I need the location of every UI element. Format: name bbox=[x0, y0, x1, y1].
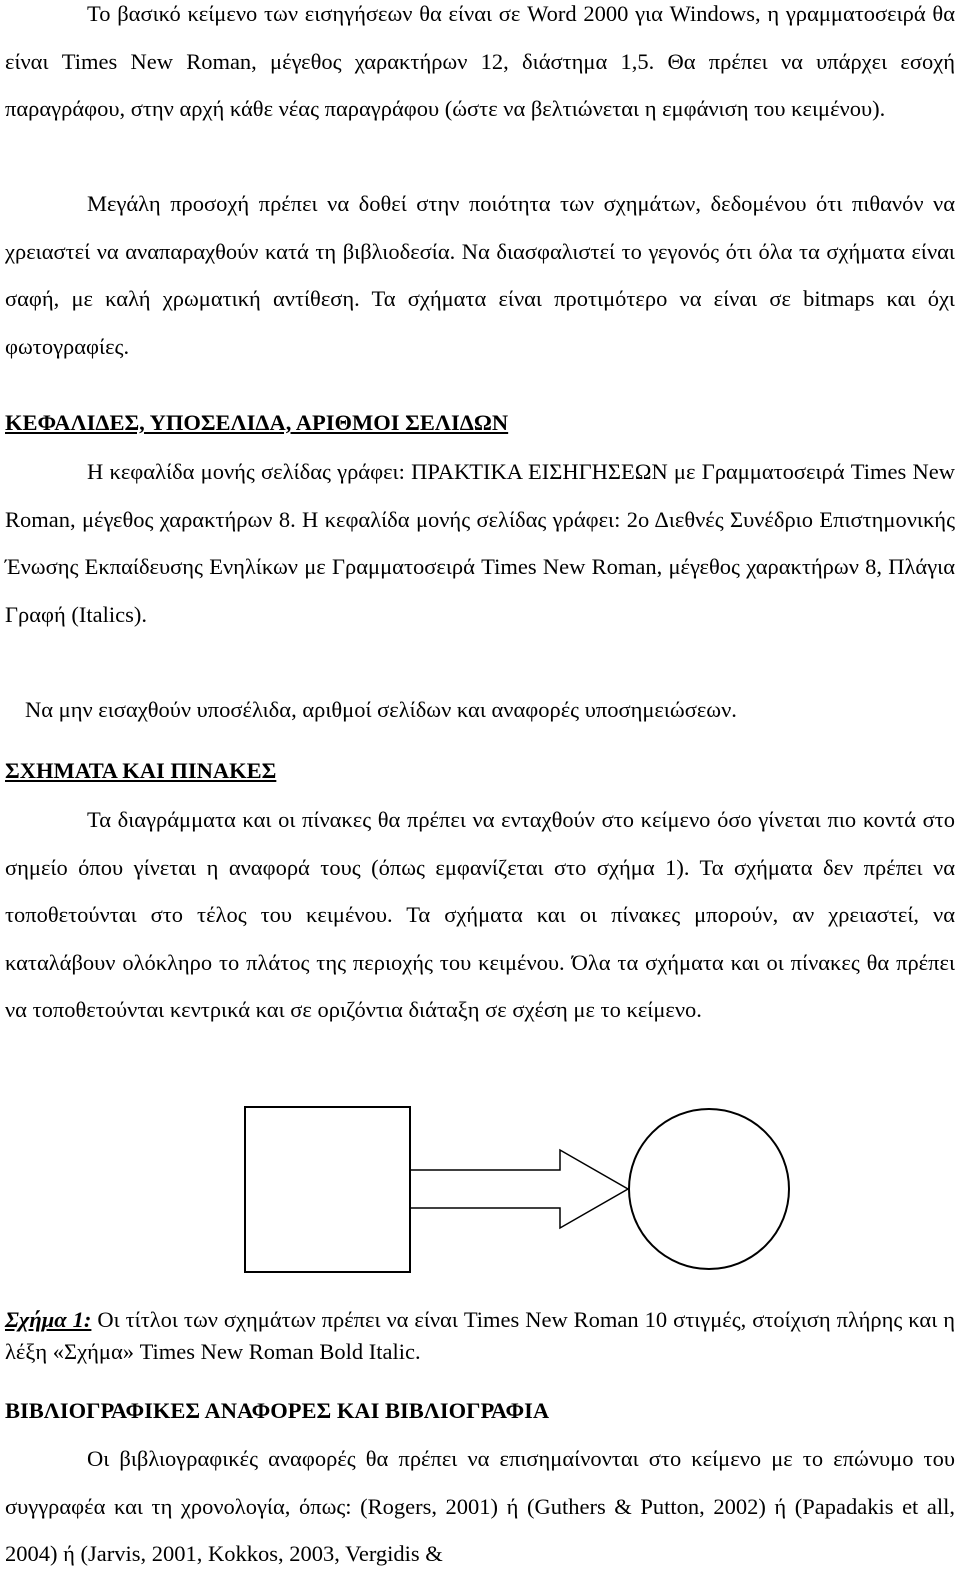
paragraph-figures-placement: Τα διαγράμματα και οι πίνακες θα πρέπει να ενταχθούν στο κείμενο όσο γίνεται πιο κοντά στο σημείο όπου γίνεται η αναφορά τους (όπως εμφανίζεται στο σχήμα 1). Τα σχήματα δεν πρέπει να τοποθετούνται στο τέλος του κειμένου. Τα σχήματα και οι πίνακες μπορούν, αν χρειαστεί, να καταλάβουν ολόκληρο το πλάτος της περιοχής του κειμένου. Όλα τα σχήματα και οι πίνακες θα πρέπει να τοποθετούνται κεντρικά και σε οριζόντια διάταξη σε σχέση με το κείμενο. bbox=[5, 807, 955, 1022]
paragraph-no-footers: Να μην εισαχθούν υποσέλιδα, αριθμοί σελίδων και αναφορές υποσημειώσεων. bbox=[25, 697, 737, 722]
paragraph-word-format: Το βασικό κείμενο των εισηγήσεων θα είναι σε Word 2000 για Windows, η γραμματοσειρά θα είναι Times New Roman, μέγεθος χαρακτήρων 12, διάστημα 1,5. Θα πρέπει να υπάρχει εσοχή παραγράφου, στην αρχή κάθε νέας παραγράφου (ώστε να βελτιώνεται η εμφάνιση του κειμένου). bbox=[5, 1, 955, 121]
square-shape bbox=[245, 1107, 410, 1272]
paragraph-references: Οι βιβλιογραφικές αναφορές θα πρέπει να επισημαίνονται στο κείμενο με το επώνυμο του συγγραφέα και τη χρονολογία, όπως: (Rogers, 2001) ή (Guthers & Putton, 2002) ή (Papadakis et all, 2004) ή (Jarvis, 2001, Kokkos, 2003, Vergidis & bbox=[5, 1446, 955, 1566]
caption-text: Οι τίτλοι των σχημάτων πρέπει να είναι Times New Roman 10 στιγμές, στοίχιση πλήρης και η λέξη «Σχήμα» Times New Roman Bold Italic. bbox=[5, 1307, 955, 1364]
paragraph-figure-quality: Μεγάλη προσοχή πρέπει να δοθεί στην ποιότητα των σχημάτων, δεδομένου ότι πιθανόν να χρειαστεί να αναπαραχθούν κατά τη βιβλιοδεσία. Να διασφαλιστεί το γεγονός ότι όλα τα σχήματα είναι σαφή, με καλή χρωματική αντίθεση. Τα σχήματα είναι προτιμότερο να είναι σε bitmaps και όχι φωτογραφίες. bbox=[5, 191, 955, 359]
heading-headers-footers: ΚΕΦΑΛΙΔΕΣ, ΥΠΟΣΕΛΙΔΑ, ΑΡΙΘΜΟΙ ΣΕΛΙΔΩΝ bbox=[5, 410, 509, 435]
caption-label: Σχήμα 1: bbox=[5, 1307, 92, 1332]
paragraph-header-spec: Η κεφαλίδα μονής σελίδας γράφει: ΠΡΑΚΤΙΚΑ ΕΙΣΗΓΗΣΕΩΝ με Γραμματοσειρά Times New Roman, μέγεθος χαρακτήρων 8. Η κεφαλίδα μονής σελίδας γράφει: 2ο Διεθνές Συνέδριο Επιστημονικής Ένωσης Εκπαίδευσης Ενηλίκων με Γραμματοσειρά Times New Roman, μέγεθος χαρακτήρων 8, Πλάγια Γραφή (Italics). bbox=[5, 459, 955, 627]
circle-shape bbox=[629, 1109, 789, 1269]
figure-caption bbox=[5, 1304, 955, 1368]
figure-1-diagram bbox=[0, 1090, 960, 1310]
arrow-shape bbox=[410, 1150, 628, 1228]
heading-bibliography: ΒΙΒΛΙΟΓΡΑΦΙΚΕΣ ΑΝΑΦΟΡΕΣ ΚΑΙ ΒΙΒΛΙΟΓΡΑΦΙΑ bbox=[5, 1398, 550, 1423]
heading-figures-tables: ΣΧΗΜΑΤΑ ΚΑΙ ΠΙΝΑΚΕΣ bbox=[5, 758, 277, 783]
